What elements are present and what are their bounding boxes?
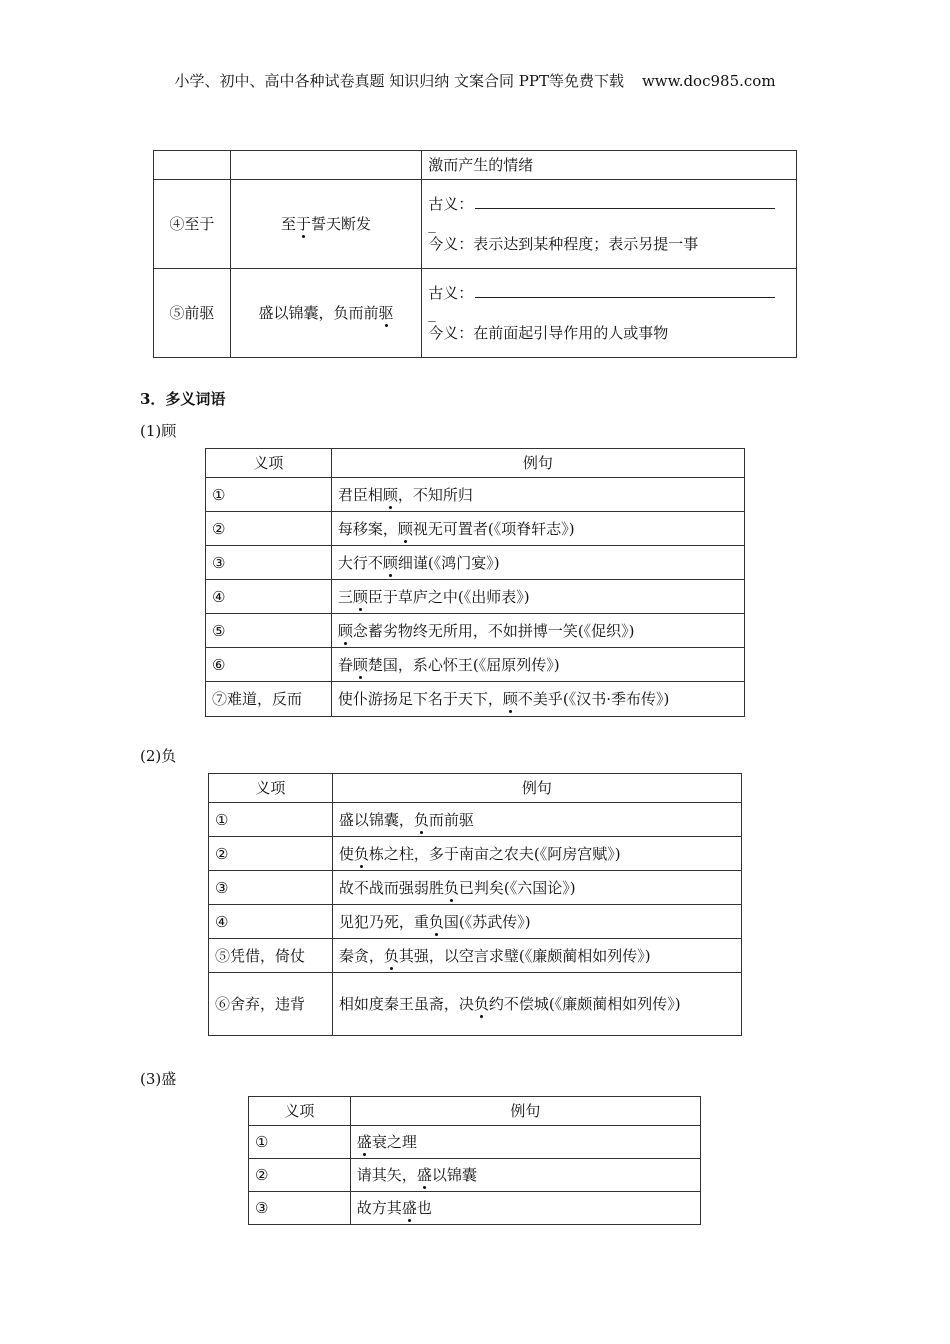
table-row (154, 180, 797, 269)
page-header (0, 70, 950, 91)
answer-blank[interactable] (475, 194, 775, 209)
table-row: ② 请其矢，盛以锦囊 (249, 1159, 701, 1192)
meaning-cell: 古义： _ 今义：在前面起引导作用的人或事物 (422, 269, 797, 358)
gu-table (205, 448, 745, 717)
header-text: 小学、初中、高中各种试卷真题 知识归纳 文案合同 PPT等免费下载 (174, 72, 624, 90)
word-cell: ⑤前驱 (154, 269, 231, 358)
table-row: ③ 故方其盛也 (249, 1192, 701, 1225)
example-cell: 至于誓天断发 (230, 180, 421, 269)
meaning-cell: 古义： _ 今义：表示达到某种程度；表示另提一事 (422, 180, 797, 269)
table-row: ① 盛以锦囊，负而前驱 (209, 803, 742, 837)
table-row: ④ 三顾臣于草庐之中(《出师表》) (206, 580, 745, 614)
table-row: ④ 见犯乃死，重负国(《苏武传》) (209, 905, 742, 939)
word-cell: ④至于 (154, 180, 231, 269)
table-row: ① 盛衰之理 (249, 1126, 701, 1159)
subsection-title-sheng: (3)盛 (140, 1070, 177, 1088)
table-row: ② 每移案，顾视无可置者(《项脊轩志》) (206, 512, 745, 546)
subsection-title-gu: (1)顾 (140, 422, 177, 440)
answer-blank[interactable] (475, 283, 775, 298)
table-row (154, 151, 797, 180)
table-row: ⑦难道，反而 使仆游扬足下名于天下，顾不美乎(《汉书·季布传》) (206, 682, 745, 717)
table-row: ⑥ 眷顾楚国，系心怀王(《屈原列传》) (206, 648, 745, 682)
table-row (154, 269, 797, 358)
table-row: ③ 大行不顾细谨(《鸿门宴》) (206, 546, 745, 580)
table-row: ③ 故不战而强弱胜负已判矣(《六国论》) (209, 871, 742, 905)
sheng-table (248, 1096, 701, 1225)
example-cell: 盛以锦囊，负而前驱 (230, 269, 421, 358)
table-row: ① 君臣相顾，不知所归 (206, 478, 745, 512)
table-row: ⑤ 顾念蓄劣物终无所用，不如拼博一笑(《促织》) (206, 614, 745, 648)
subsection-title-fu: (2)负 (140, 747, 177, 765)
cell-text: 激而产生的情绪 (422, 151, 797, 180)
table-header: 义项 例句 (206, 449, 745, 478)
table-row: ⑤凭借，倚仗 秦贪，负其强，以空言求璧(《廉颇蔺相如列传》) (209, 939, 742, 973)
vocab-table-continued (153, 150, 797, 358)
fu-table (208, 773, 742, 1036)
table-header: 义项 例句 (249, 1097, 701, 1126)
table-row: ② 使负栋之柱，多于南亩之农夫(《阿房宫赋》) (209, 837, 742, 871)
table-row: ⑥舍弃，违背 相如度秦王虽斋，决负约不偿城(《廉颇蔺相如列传》) (209, 973, 742, 1036)
header-site: www.doc985.com (641, 72, 776, 90)
section-title: 3．多义词语 (140, 390, 226, 408)
table-header: 义项 例句 (209, 774, 742, 803)
